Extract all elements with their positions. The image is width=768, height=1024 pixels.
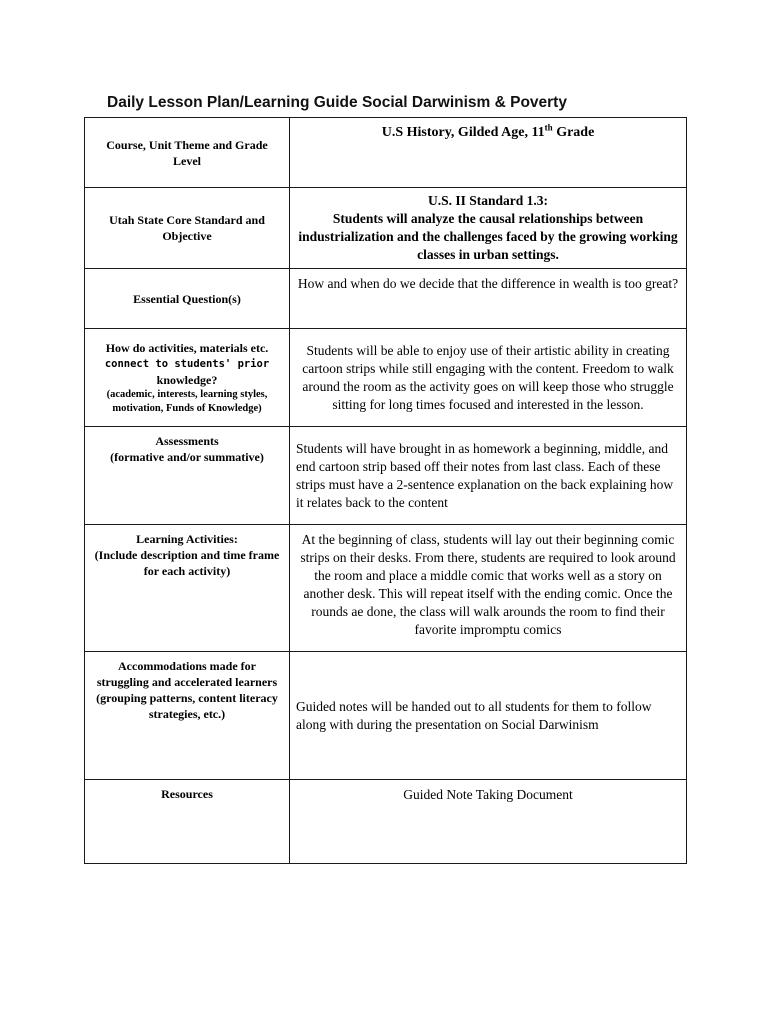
prior-knowledge-label-line3: knowledge? <box>156 372 218 387</box>
course-value-text: U.S History, Gilded Age, 11 <box>381 125 545 140</box>
document-title: Daily Lesson Plan/Learning Guide Social Darwinism & Poverty <box>107 94 567 111</box>
table-row-learning-activities <box>85 525 687 652</box>
table-row-course <box>85 118 687 188</box>
assessments-label <box>85 427 290 525</box>
standard-value <box>290 188 687 269</box>
standard-body: Students will analyze the causal relationships between industrialization and the challenges faced by the growing working classes in urban settings. <box>298 211 678 262</box>
assessments-label-line2: (formative and/or summative) <box>110 450 264 464</box>
resources-label: Resources <box>85 780 290 864</box>
accommodations-value: Guided notes will be handed out to all students for them to follow along with during the presentation on Social Darwinism <box>290 652 687 780</box>
table-row-standard <box>85 188 687 269</box>
essential-question-label: Essential Question(s) <box>85 269 290 329</box>
course-value <box>290 118 687 188</box>
table-row-assessments <box>85 427 687 525</box>
table-row-essential-question <box>85 269 687 329</box>
prior-knowledge-label-sub: (academic, interests, learning styles, motivation, Funds of Knowledge) <box>106 388 268 414</box>
essential-question-value: How and when do we decide that the difference in wealth is too great? <box>290 269 687 329</box>
prior-knowledge-value: Students will be able to enjoy use of their artistic ability in creating cartoon strips while still engaging with the content. Freedom to walk around the room as the activity goes on will keep those who struggle sitting for long times focused and interested in the lesson. <box>290 329 687 427</box>
learning-activities-label-line1: Learning Activities: <box>136 532 238 546</box>
assessments-label-line1: Assessments <box>155 434 219 448</box>
resources-value: Guided Note Taking Document <box>290 780 687 864</box>
assessments-value: Students will have brought in as homework a beginning, middle, and end cartoon strip based off their notes from last class. Each of these strips must have a 2-sentence explanation on the back explaining how it relates back to the content <box>290 427 687 525</box>
learning-activities-label-line2: (Include description and time frame for each activity) <box>94 548 280 578</box>
accommodations-label: Accommodations made for struggling and accelerated learners (grouping patterns, content literacy strategies, etc.) <box>85 652 290 780</box>
learning-activities-label <box>85 525 290 652</box>
table-row-resources <box>85 780 687 864</box>
course-label: Course, Unit Theme and Grade Level <box>85 118 290 188</box>
table-row-accommodations <box>85 652 687 780</box>
prior-knowledge-label-line2: connect to students' prior <box>104 357 270 370</box>
standard-label: Utah State Core Standard and Objective <box>85 188 290 269</box>
learning-activities-value: At the beginning of class, students will lay out their beginning comic strips on their desks. From there, students are required to look around the room and place a middle comic that works well as a story on another desk. This will repeat itself with the ending comic. Once the rounds ae done, the class will walk arounds the room to find their favorite impromptu comics <box>290 525 687 652</box>
table-row-prior-knowledge <box>85 329 687 427</box>
course-value-sup: th <box>544 122 553 133</box>
prior-knowledge-label-line1: How do activities, materials etc. <box>105 340 269 355</box>
lesson-plan-table <box>84 117 687 864</box>
standard-heading: U.S. II Standard 1.3: <box>427 193 549 208</box>
prior-knowledge-label <box>85 329 290 427</box>
course-value-suffix: Grade <box>552 125 595 140</box>
